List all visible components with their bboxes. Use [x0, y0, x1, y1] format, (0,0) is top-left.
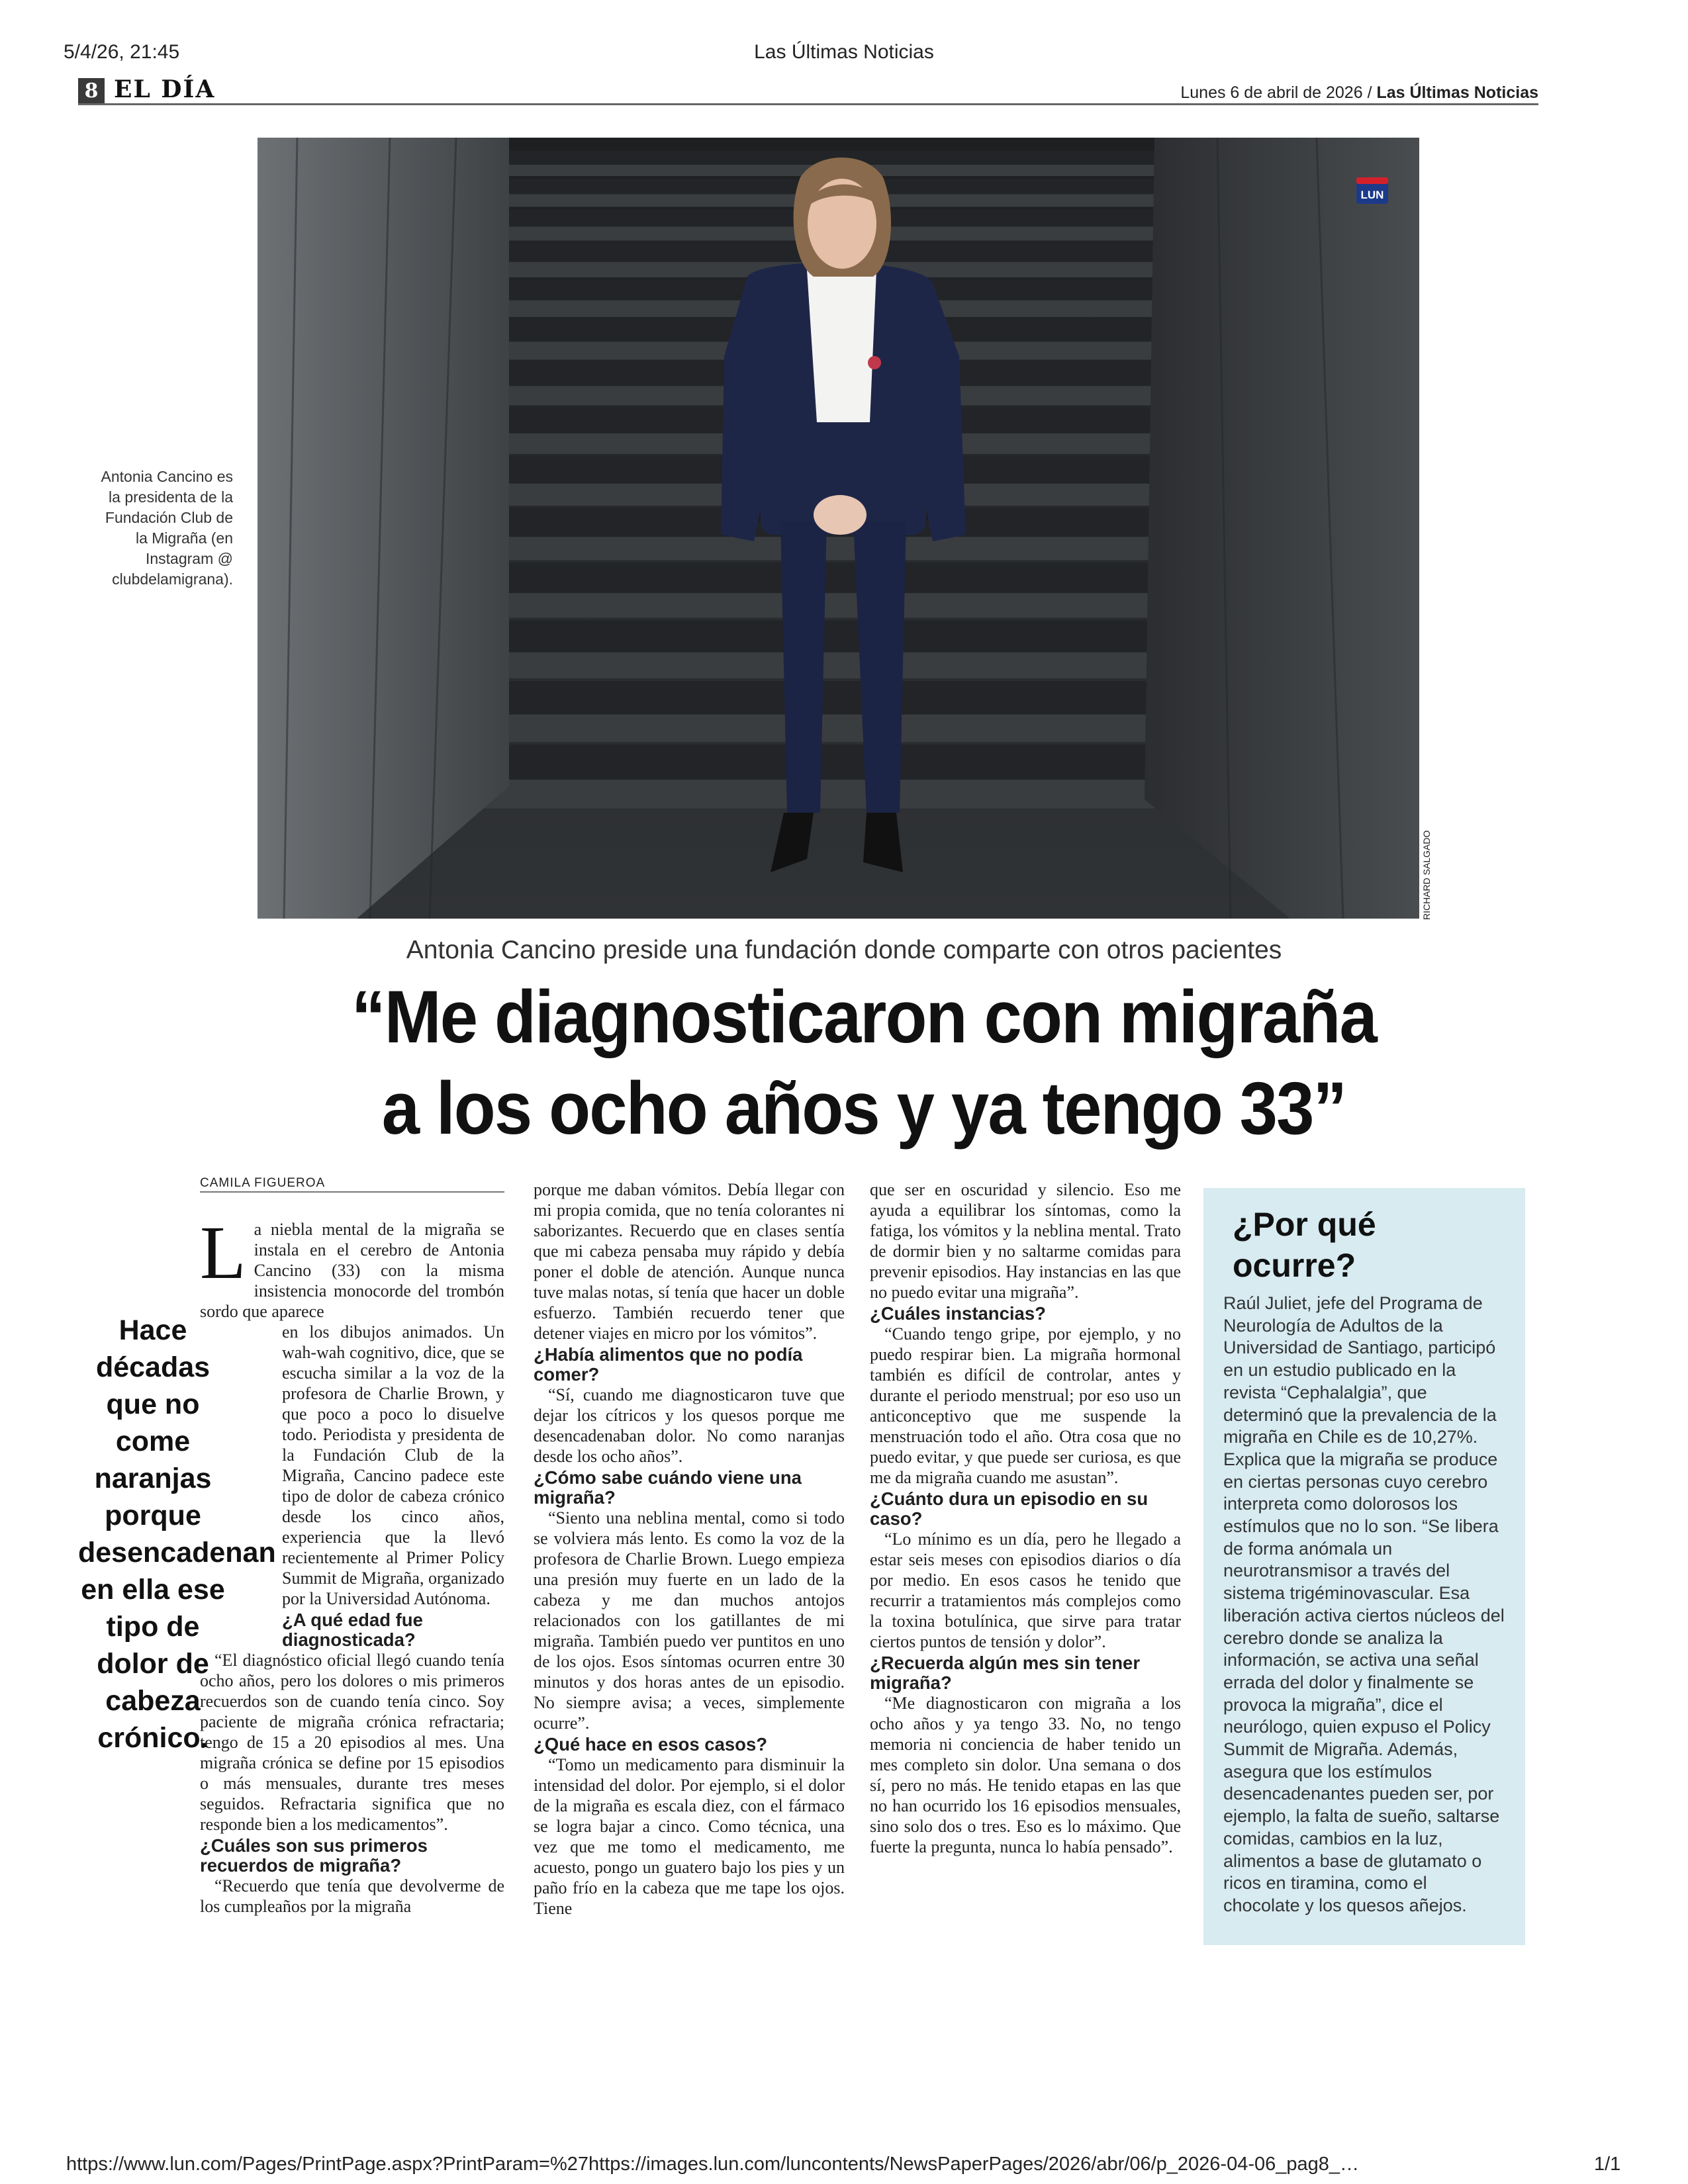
answer-1: “El diagnóstico oficial llegó cuando tenía ocho años, pero los dolores o mis primeros recuerdos son de cuando tenía cinco. Soy paciente de migraña crónica refractaria; tengo de 15 a 20 episodios al mes. Una migraña crónica se define por 15 episodios o más mensuales, durante tres meses seguidos. Refractaria significa que no responde bien a los medicamentos”. [200, 1651, 504, 1834]
answer-7: “Lo mínimo es un día, pero he llegado a estar seis meses con episodios diarios o día por medio. En esos casos he tenido que recurrir a tratamientos más complejos como la toxina botulínica, que sirve para tratar ciertos puntos de tensión y dolor”. [870, 1529, 1181, 1651]
section-name: EL DÍA [114, 75, 216, 103]
article-column-1 [200, 1210, 505, 1917]
answer-5-part-2: que ser en oscuridad y silencio. Eso me ayuda a equilibrar los síntomas, como la fatiga, los vómitos y la neblina mental. Trato de dormir bien y no saltarme comidas para prevenir episodios. Hay instancias en las que no puedo evitar una migraña”. [870, 1180, 1181, 1302]
byline: CAMILA FIGUEROA [200, 1176, 326, 1190]
lead-text-top: a niebla mental de la migraña se instala en el cerebro de Antonia Cancino (33) con la misma insistencia monocorde del trombón sordo que aparece [200, 1220, 504, 1321]
lead-paragraph-top [200, 1210, 504, 1322]
edition-date: Lunes 6 de abril de 2026 [1180, 83, 1363, 102]
print-page-count: 1/1 [1594, 2154, 1621, 2175]
dateline-separator: / [1367, 83, 1372, 102]
question-4: ¿Cómo sabe cuándo viene una migraña? [534, 1467, 802, 1508]
photo-credit [1421, 821, 1437, 920]
lun-badge-label: LUN [1360, 189, 1384, 201]
print-datetime: 5/4/26, 21:45 [64, 41, 180, 63]
question-3: ¿Había alimentos que no podía comer? [534, 1344, 803, 1385]
question-2: ¿Cuáles son sus primeros recuerdos de migraña? [200, 1835, 428, 1876]
article-kicker: Antonia Cancino preside una fundación donde comparte con otros pacientes [406, 936, 1282, 964]
drop-cap: L [200, 1210, 246, 1295]
lead-paragraph-rest: en los dibujos animados. Un wah-wah cognitivo, dice, que se escucha similar a la voz de la profesora de Charlie Brown, y que poco a poco lo disuelve todo. Periodista y presidenta de la Fundación Club de la Migraña, Cancino padece este tipo de dolor de cabeza crónico desde los cinco años, experiencia que la llevó recientemente al Primer Policy Summit de Migraña, organizado por la Universidad Autónoma. [282, 1322, 505, 1608]
headline-line-2: a los ocho años y ya tengo 33” [381, 1067, 1346, 1150]
question-1: ¿A qué edad fue diagnosticada? [282, 1610, 423, 1650]
article-headline [240, 972, 1488, 1154]
sidebar-box [1203, 1188, 1525, 1945]
question-8: ¿Recuerda algún mes sin tener migraña? [870, 1653, 1141, 1693]
page-number: 8 [78, 78, 105, 105]
answer-5-part-1: “Tomo un medicamento para disminuir la intensidad del dolor. Por ejemplo, si el dolor de la migraña es escala diez, con el fármaco se logra bajar a cinco. Como técnica, una vez que me tomo el medicamento, me acuesto, pongo un guatero bajo los pies y un paño frío en la cabeza que me tape los ojos. Tiene [534, 1755, 845, 1918]
answer-2-part-2: porque me daban vómitos. Debía llegar con mi propia comida, que no tenía colorantes ni saborizantes. Recuerdo que en clases sentía que mi cabeza pensaba muy rápido y debía poner el doble de atención. Aunque nunca tuve malas notas, sí tenía que hacer un doble esfuerzo. También recuerdo tener que detener viajes en micro por los vómitos”. [534, 1180, 845, 1343]
article-column-2 [534, 1179, 845, 1919]
answer-4: “Siento una neblina mental, como si todo se volviera más lento. Es como la voz de la profesora de Charlie Brown. Luego empieza una presión muy fuerte en un lado de la cabeza y me dan muchos antojos relacionados con los gatillantes de mi migraña. También puedo ver puntitos en uno de los ojos. Esos síntomas ocurren entre 30 minutos y dos horas antes de un episodio. No siempre avisa; a veces, simplemente ocurre”. [534, 1508, 845, 1733]
header-rule [78, 103, 1538, 105]
byline-rule [200, 1191, 504, 1193]
question-6: ¿Cuáles instancias? [870, 1303, 1046, 1324]
article-column-3 [870, 1179, 1181, 1857]
paper-name: Las Últimas Noticias [1376, 83, 1538, 102]
answer-3: “Sí, cuando me diagnosticaron tuve que dejar los cítricos y los quesos porque me desencadenaban dolor. No como naranjas desde los ocho años”. [534, 1385, 845, 1466]
answer-8: “Me diagnosticaron con migraña a los ocho años y ya tengo 33. No, no tengo memoria ni conciencia de haber tenido un mes completo sin dolor. Una semana o dos sí, pero no más. He tenido etapas en las que no han ocurrido los 16 episodios mensuales, sino solo dos o tres. Eso es lo máximo. Que fuerte la pregunta, nunca lo había pensado”. [870, 1694, 1181, 1856]
sidebar-title: ¿Por qué ocurre? [1233, 1206, 1376, 1284]
dateline [1125, 83, 1538, 103]
photo-caption: Antonia Cancino es la presidenta de la Fundación Club de la Migraña (en Instagram @ clubdelamigrana). [101, 468, 233, 588]
photo-credit-text: RICHARD SALGADO [1421, 830, 1432, 920]
sidebar-body: Raúl Juliet, jefe del Programa de Neurología de Adultos de la Universidad de Santiago, participó en un estudio publicado en la revista “Cephalalgia”, que determinó que la prevalencia de la migraña en Chile es de 10,27%. Explica que la migraña se produce en ciertas personas cuyo cerebro interpreta como dolorosos los estímulos que no lo son. “Se libera de forma anómala un neurotransmisor a través del sistema trigéminovascular. Esa liberación activa ciertos núcleos del cerebro donde se analiza la información, se activa una señal errada del dolor y finalmente se provoca la migraña”, dice el neurólogo, quien expuso el Policy Summit de Migraña. Además, asegura que los estímulos desencadenantes pueden ser, por ejemplo, la falta de sueño, saltarse comidas, cambios en la luz, alimentos a base de glutamato o ricos en tiramina, como el chocolate y los quesos añejos. [1223, 1293, 1505, 1915]
pull-quote: Hace décadas que no come naranjas porque desencadenan en ella ese tipo de dolor de cabeza crónico. [78, 1314, 276, 1754]
answer-6: “Cuando tengo gripe, por ejemplo, y no puedo respirar bien. La migraña hormonal también es difícil de controlar, antes y durante el periodo menstrual; por eso uso un anticonceptivo que me suspende la menstruación todo el año. Otra cosa que no puedo evitar, y que puede ser curiosa, es que me da migraña cuando me asustan”. [870, 1324, 1181, 1487]
headline-line-1: “Me diagnosticaron con migraña [352, 976, 1376, 1058]
question-5: ¿Qué hace en esos casos? [534, 1734, 768, 1754]
question-7: ¿Cuánto dura un episodio en su caso? [870, 1488, 1149, 1529]
print-site-title: Las Últimas Noticias [754, 41, 934, 63]
answer-2-part-1: “Recuerdo que tenía que devolverme de los cumpleaños por la migraña [200, 1876, 504, 1916]
print-url[interactable]: https://www.lun.com/Pages/PrintPage.aspx?PrintParam=%27https://images.lun.com/luncontents/NewsPaperPages/2026/abr/06/p_2026-04-06_pag8_… [66, 2154, 1360, 2175]
article-photo [258, 138, 1419, 919]
